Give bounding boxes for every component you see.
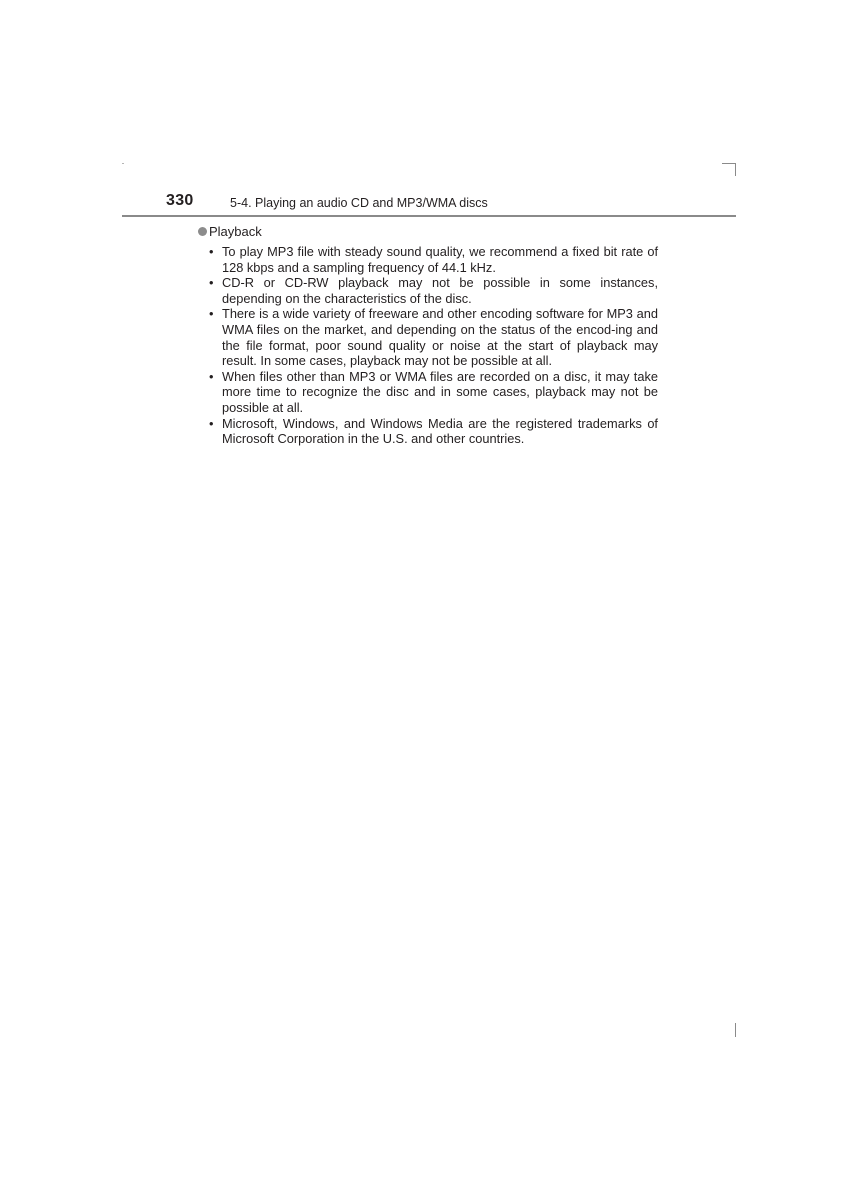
list-item-text: There is a wide variety of freeware and other encoding software for MP3 and WMA files on the market, and depending on the status of the encod-ing and the file format, poor sound quality or noise at the start of playback may result. In some cases, playback may not be possible at all.	[222, 306, 658, 369]
page-content	[198, 224, 660, 447]
crop-mark-bottom-right	[735, 1023, 736, 1037]
bullet-list	[198, 244, 660, 447]
heading-text: Playback	[209, 224, 262, 239]
page-header	[122, 188, 736, 217]
page-number: 330	[166, 192, 194, 209]
crop-mark-top-left	[122, 163, 124, 164]
bullet-dot: •	[209, 368, 214, 384]
bullet-dot: •	[209, 244, 214, 259]
circle-bullet-icon	[198, 227, 207, 236]
list-item-text: CD-R or CD-RW playback may not be possible in some instances, depending on the characteristics of the disc.	[222, 275, 658, 306]
bullet-dot: •	[209, 275, 214, 291]
list-item	[198, 416, 658, 447]
section-title: 5-4. Playing an audio CD and MP3/WMA discs	[230, 196, 488, 210]
header-rule	[122, 215, 736, 217]
list-item	[198, 275, 658, 306]
list-item	[198, 244, 658, 275]
bullet-dot: •	[209, 306, 214, 322]
crop-mark-top-right-vertical	[735, 163, 736, 176]
playback-heading	[198, 224, 660, 241]
list-item	[198, 369, 658, 416]
list-item-text: When files other than MP3 or WMA files are recorded on a disc, it may take more time to recognize the disc and in some cases, playback may not be possible at all.	[222, 368, 658, 415]
list-item-text: Microsoft, Windows, and Windows Media are the registered trademarks of Microsoft Corporation in the U.S. and other countries.	[222, 415, 658, 447]
bullet-dot: •	[209, 415, 214, 431]
crop-mark-top-right-horizontal	[722, 163, 736, 164]
list-item	[198, 306, 658, 368]
list-item-text: To play MP3 file with steady sound quality, we recommend a fixed bit rate of 128 kbps and a sampling frequency of 44.1 kHz.	[222, 244, 658, 275]
